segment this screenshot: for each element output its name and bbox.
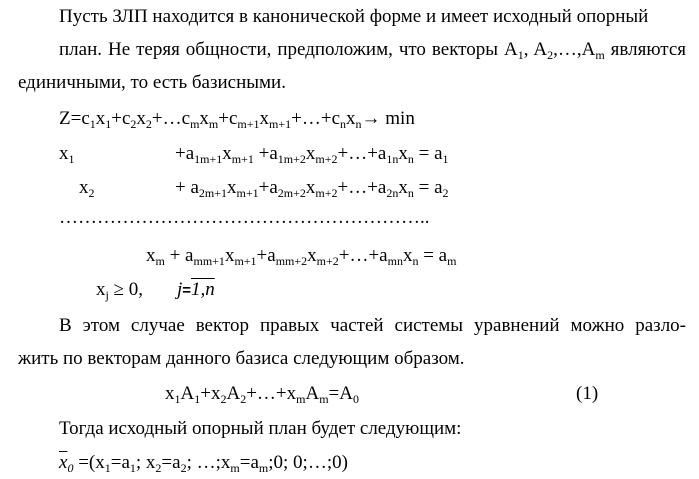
constraint-row-m: $x_m$ + $a_{mm+1}x_{m+1}+a_{mm+2}x_{m+2}+\dots+a_{mn}x_n = a_m$ [146, 245, 457, 268]
paragraph1-line3: единичными, то есть базисными. [18, 72, 286, 93]
nonneg-condition: $x_j \ge 0$, [96, 279, 144, 302]
equation-number: (1) [576, 383, 599, 404]
constraint-row1-var: $x_1$ [59, 143, 75, 166]
paragraph1-line2: план. Не теряя общности, предположим, что векторы $A_1$, $A_2,\dots,A_m$ являются [59, 39, 686, 62]
constraint-row1-rhs: $+a_{1m+1}x_{m+1}$ $+a_{1m+2}x_{m+2}+\dots+a_{1n}x_n = a_1$ [175, 143, 449, 166]
initial-plan: $\overline{x}_0 =(x_1=a_1$; $x_2=a_2$; $\dots;x_m=a_m;0$; 0;…;0) [59, 452, 348, 475]
basis-decomposition-equation: $x_1A_1+x_2A_2+\dots+x_mA_m=A_0$ [165, 383, 359, 406]
paragraph2-line1: В этом случае вектор правых частей системы уравнений можно разло- [59, 315, 686, 336]
constraint-dots-row: ………………………………………………….. [59, 207, 430, 228]
objective-function: $Z=c_1x_1+c_2x_2+\dots c_mx_m+c_{m+1}x_{m+1}+\dots+c_nx_n\to \min$ [59, 108, 415, 131]
paragraph1-line1: Пусть ЗЛП находится в канонической форме и имеет исходный опорный [59, 6, 649, 27]
paragraph2-line2: жить по векторам данного базиса следующим образом. [18, 348, 465, 369]
constraint-row2-var: $x_2$ [79, 177, 95, 200]
paragraph3-line1: Тогда исходный опорный план будет следующим: [59, 418, 462, 439]
constraint-row2-rhs: + $a_{2m+1}x_{m+1}+a_{2m+2}x_{m+2}+\dots+a_{2n}x_n = a_2$ [175, 177, 449, 200]
index-range: j=1,n [177, 279, 215, 300]
